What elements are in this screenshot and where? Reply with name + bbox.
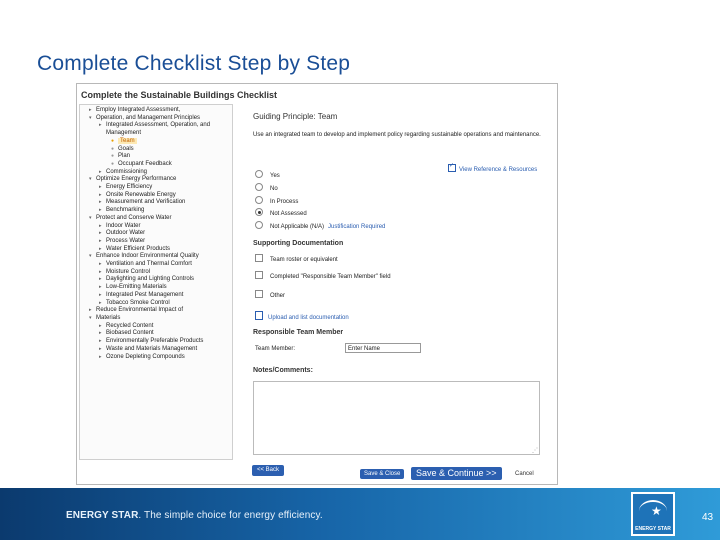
expand-toggle-icon[interactable]: ▸ xyxy=(99,284,102,291)
upload-documentation-link[interactable] xyxy=(255,311,349,321)
tree-item-label: Goals xyxy=(118,145,134,152)
back-button[interactable]: << Back xyxy=(252,465,284,476)
expand-toggle-icon[interactable]: ▸ xyxy=(99,207,102,214)
status-option-yes[interactable] xyxy=(255,170,280,179)
tree-item-label: Onsite Renewable Energy xyxy=(106,191,176,198)
tree-item[interactable] xyxy=(80,146,232,154)
expand-toggle-icon[interactable]: ▸ xyxy=(99,199,102,206)
tree-item-label: Ozone Depleting Compounds xyxy=(106,353,185,360)
view-resources-link[interactable] xyxy=(448,164,537,173)
tree-item[interactable] xyxy=(80,161,232,169)
tree-item-label: Employ Integrated Assessment, xyxy=(96,107,181,113)
bullet-icon: ● xyxy=(111,137,115,144)
footer-tagline-rest: . The simple choice for energy efficiency. xyxy=(138,510,323,521)
doc-checkbox-other[interactable] xyxy=(255,290,285,299)
tree-item-label: Tobacco Smoke Control xyxy=(106,299,170,306)
status-option-label: Not Applicable (N/A) xyxy=(270,224,325,230)
expand-toggle-icon[interactable]: ▸ xyxy=(99,184,102,191)
expand-toggle-icon[interactable]: ▸ xyxy=(89,307,92,314)
checkbox-icon xyxy=(448,164,456,172)
status-option-no[interactable] xyxy=(255,183,278,192)
tree-item[interactable] xyxy=(80,207,232,215)
status-option-label: Not Assessed xyxy=(270,211,307,217)
tree-item-label: Low-Emitting Materials xyxy=(106,284,167,291)
tree-item-label: Enhance Indoor Environmental Quality xyxy=(96,253,199,260)
expand-toggle-icon[interactable]: ▸ xyxy=(99,268,102,275)
tree-item[interactable] xyxy=(80,138,232,146)
tree-item[interactable] xyxy=(80,153,232,161)
checklist-header: Complete the Sustainable Buildings Checklist xyxy=(81,90,278,100)
tree-item[interactable] xyxy=(80,276,232,284)
checkbox-icon[interactable] xyxy=(255,290,263,298)
page-number: 43 xyxy=(702,512,714,523)
tree-item[interactable] xyxy=(80,184,232,192)
tree-item[interactable] xyxy=(80,284,232,292)
tree-item-label: Integrated Assessment, Operation, and xyxy=(106,122,211,129)
upload-label: Upload and list documentation xyxy=(268,315,349,321)
notes-title: Notes/Comments: xyxy=(253,367,313,374)
star-icon: ★ xyxy=(651,504,662,518)
status-option-label: In Process xyxy=(270,199,299,205)
tree-item-label: Team xyxy=(120,137,135,144)
tree-item[interactable] xyxy=(80,107,232,115)
expand-toggle-icon[interactable]: ▸ xyxy=(99,122,102,129)
tree-item[interactable] xyxy=(80,261,232,269)
tree-item[interactable] xyxy=(80,215,232,223)
footer-brand: ENERGY STAR xyxy=(66,510,139,521)
checkbox-icon[interactable] xyxy=(255,271,263,279)
doc-checkbox-responsible-member[interactable] xyxy=(255,271,391,280)
doc-label: Other xyxy=(270,293,286,299)
expand-toggle-icon[interactable]: ▸ xyxy=(99,345,102,352)
tree-item[interactable] xyxy=(80,315,232,323)
status-option-in-process[interactable] xyxy=(255,196,298,205)
bullet-icon: ● xyxy=(111,145,115,152)
tree-item-label: Reduce Environmental Impact of xyxy=(96,307,184,314)
tree-item[interactable] xyxy=(80,292,232,300)
expand-toggle-icon[interactable]: ▸ xyxy=(99,261,102,268)
tree-item[interactable] xyxy=(80,338,232,346)
status-option-label: No xyxy=(270,186,278,192)
tree-item[interactable] xyxy=(80,238,232,246)
footer-banner xyxy=(0,488,720,540)
tree-item[interactable] xyxy=(80,354,232,362)
expand-toggle-icon[interactable]: ▸ xyxy=(99,338,102,345)
expand-toggle-icon[interactable]: ▸ xyxy=(99,245,102,252)
tree-item-label: Measurement and Verification xyxy=(106,199,186,206)
save-continue-button[interactable]: Save & Continue >> xyxy=(411,467,502,480)
tree-item[interactable] xyxy=(80,330,232,338)
tree-item-label: Daylighting and Lighting Controls xyxy=(106,276,195,283)
save-close-button[interactable]: Save & Close xyxy=(360,469,404,479)
tree-item-label: Recycled Content xyxy=(106,322,154,329)
footer-tagline xyxy=(66,510,323,521)
tree-item-label: Plan xyxy=(118,153,131,160)
view-resources-label: View Reference & Resources xyxy=(459,167,538,173)
checklist-form xyxy=(253,84,553,484)
energy-star-logo xyxy=(631,492,675,536)
tree-item-label: Operation, and Management Principles xyxy=(96,114,201,121)
bullet-icon: ● xyxy=(111,153,115,160)
tree-item[interactable] xyxy=(80,223,232,231)
expand-toggle-icon[interactable]: ▸ xyxy=(99,299,102,306)
status-option-not-assessed[interactable] xyxy=(255,208,307,217)
tree-item-label: Benchmarking xyxy=(106,207,145,214)
principle-question: Use an integrated team to develop and implement policy regarding sustainable operations and maintenance. xyxy=(253,132,541,138)
tree-item[interactable] xyxy=(80,199,232,207)
tree-item-label: Biobased Content xyxy=(106,330,154,337)
expand-toggle-icon[interactable]: ▸ xyxy=(99,237,102,244)
expand-toggle-icon[interactable]: ▾ xyxy=(89,214,92,221)
justification-note[interactable]: Justification Required xyxy=(328,224,386,230)
tree-item[interactable] xyxy=(80,300,232,308)
radio-icon[interactable] xyxy=(255,170,263,178)
tree-item-label: Energy Efficiency xyxy=(106,184,153,191)
guiding-principle-title: Guiding Principle: Team xyxy=(253,112,338,121)
tree-item[interactable] xyxy=(80,130,232,138)
upload-icon xyxy=(255,311,263,320)
expand-toggle-icon[interactable]: ▸ xyxy=(99,230,102,237)
cancel-link[interactable]: Cancel xyxy=(515,471,534,477)
tree-item[interactable] xyxy=(80,115,232,123)
radio-icon[interactable] xyxy=(255,183,263,191)
expand-toggle-icon[interactable]: ▾ xyxy=(89,176,92,183)
supporting-documentation-title: Supporting Documentation xyxy=(253,240,344,247)
tree-item[interactable] xyxy=(80,122,232,130)
expand-toggle-icon[interactable]: ▸ xyxy=(89,107,92,113)
tree-item-label: Waste and Materials Management xyxy=(106,345,198,352)
expand-toggle-icon[interactable]: ▾ xyxy=(89,314,92,321)
tree-item-label: Water Efficient Products xyxy=(106,245,171,252)
team-member-label: Team Member: xyxy=(255,346,296,352)
tree-item[interactable] xyxy=(80,346,232,354)
slide-title: Complete Checklist Step by Step xyxy=(37,52,351,75)
tree-item-label: Moisture Control xyxy=(106,268,151,275)
expand-toggle-icon[interactable]: ▸ xyxy=(99,322,102,329)
tree-item[interactable] xyxy=(80,307,232,315)
expand-toggle-icon[interactable]: ▸ xyxy=(99,291,102,298)
responsible-team-member-title: Responsible Team Member xyxy=(253,329,344,336)
tree-item[interactable] xyxy=(80,253,232,261)
tree-item[interactable] xyxy=(80,230,232,238)
tree-item-label: Indoor Water xyxy=(106,222,141,229)
tree-item-label: Process Water xyxy=(106,237,146,244)
notes-textarea[interactable] xyxy=(253,381,540,455)
tree-item-label: Commissioning xyxy=(106,168,148,175)
status-option-label: Yes xyxy=(270,173,280,179)
bullet-icon: ● xyxy=(111,160,115,167)
resize-grip-icon[interactable]: ⋰ xyxy=(532,448,538,454)
radio-icon[interactable] xyxy=(255,196,263,204)
expand-toggle-icon[interactable]: ▸ xyxy=(99,330,102,337)
tree-item-label: Environmentally Preferable Products xyxy=(106,338,204,345)
tree-item[interactable] xyxy=(80,246,232,254)
status-option-not-applicable[interactable] xyxy=(255,221,385,230)
expand-toggle-icon[interactable]: ▸ xyxy=(99,191,102,198)
expand-toggle-icon[interactable]: ▸ xyxy=(99,222,102,229)
doc-label: Completed "Responsible Team Member" field xyxy=(270,274,391,280)
radio-icon[interactable] xyxy=(255,221,263,229)
expand-toggle-icon[interactable]: ▾ xyxy=(89,114,92,121)
tree-item-label: Optimize Energy Performance xyxy=(96,176,177,183)
tree-item-label: Ventilation and Thermal Comfort xyxy=(106,261,192,268)
team-member-input[interactable]: Enter Name xyxy=(345,343,421,353)
expand-toggle-icon[interactable]: ▸ xyxy=(99,168,102,175)
tree-item-label: Occupant Feedback xyxy=(118,160,172,167)
tree-item[interactable] xyxy=(80,192,232,200)
checklist-screenshot xyxy=(76,83,558,485)
tree-item-label: Materials xyxy=(96,314,121,321)
tree-item-label: Protect and Conserve Water xyxy=(96,214,172,221)
tree-item[interactable] xyxy=(80,323,232,331)
expand-toggle-icon[interactable]: ▸ xyxy=(99,276,102,283)
tree-item[interactable] xyxy=(80,269,232,277)
expand-toggle-icon[interactable]: ▾ xyxy=(89,253,92,260)
checkbox-icon[interactable] xyxy=(255,254,263,262)
tree-item-label: Outdoor Water xyxy=(106,230,146,237)
doc-checkbox-team-roster[interactable] xyxy=(255,254,338,263)
tree-item[interactable] xyxy=(80,176,232,184)
tree-item[interactable] xyxy=(80,169,232,177)
tree-item-label: Management xyxy=(106,130,142,137)
expand-toggle-icon[interactable]: ▸ xyxy=(99,353,102,360)
logo-text: ENERGY STAR xyxy=(635,526,671,532)
doc-label: Team roster or equivalent xyxy=(270,257,338,263)
principles-tree xyxy=(79,104,233,460)
tree-item-label: Integrated Pest Management xyxy=(106,291,184,298)
radio-selected-icon[interactable] xyxy=(255,208,263,216)
